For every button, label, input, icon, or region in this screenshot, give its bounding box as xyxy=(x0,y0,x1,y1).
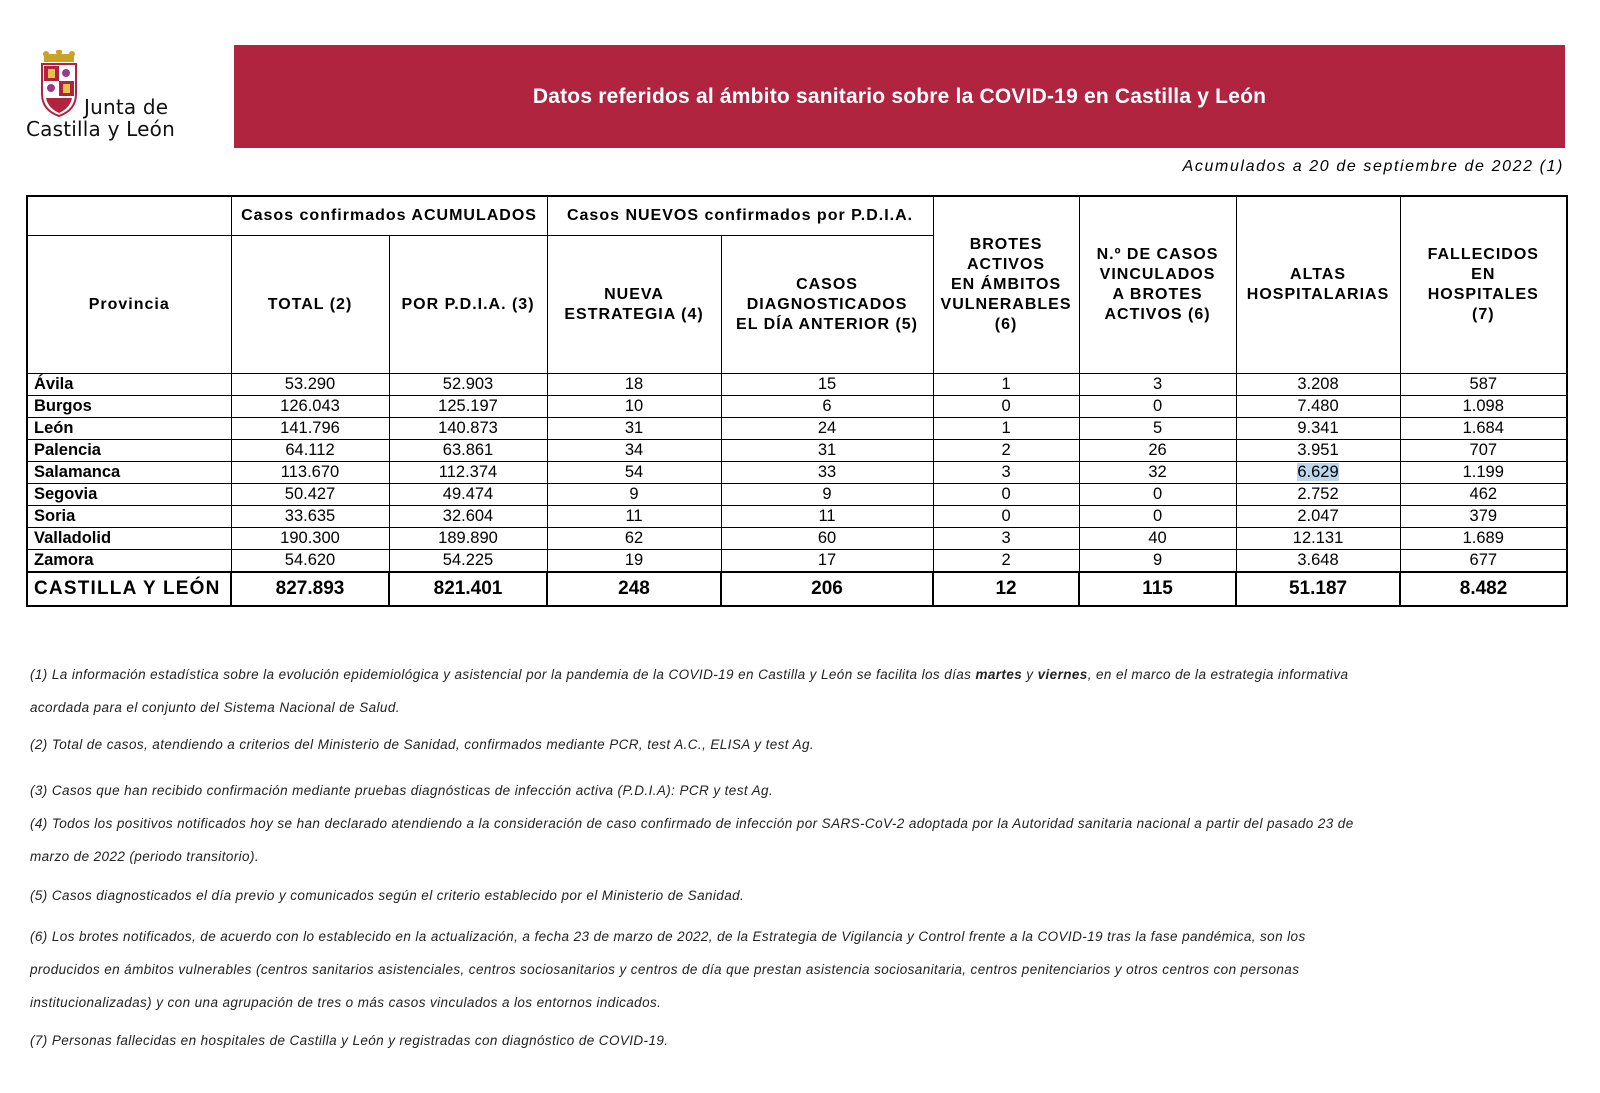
cell-provincia: Valladolid xyxy=(27,528,231,550)
cell-pdia: 54.225 xyxy=(389,550,547,573)
cell-brotes: 0 xyxy=(933,506,1079,528)
cell-fall: 462 xyxy=(1400,484,1567,506)
cell-total: 53.290 xyxy=(231,374,389,396)
cell-fall: 677 xyxy=(1400,550,1567,573)
header-fallecidos-line: HOSPITALES xyxy=(1427,286,1539,303)
footnote-6-cont: institucionalizadas) y con una agrupación de tres o más casos vinculados a los entornos indicados. xyxy=(30,995,662,1010)
footnote-text: (1) La información estadística sobre la evolución epidemiológica y asistencial por la pandemia de la COVID-19 en Castilla y León se facilita los días xyxy=(30,667,976,682)
cell-altas: 7.480 xyxy=(1236,396,1400,418)
header-diag-line: EL DÍA ANTERIOR (5) xyxy=(736,315,918,333)
cell-altas: 3.951 xyxy=(1236,440,1400,462)
cell-altas: 3.648 xyxy=(1236,550,1400,573)
cell-nueva: 54 xyxy=(547,462,721,484)
header-diag-line: CASOS xyxy=(796,275,858,293)
header-vinculados xyxy=(1079,196,1236,374)
cell-nueva: 34 xyxy=(547,440,721,462)
cell-diag: 33 xyxy=(721,462,933,484)
header-altas-line: HOSPITALARIAS xyxy=(1246,286,1390,303)
header-brotes xyxy=(933,196,1079,374)
selected-text[interactable]: 6.629 xyxy=(1297,463,1339,481)
cell-nueva: 248 xyxy=(547,572,721,606)
cell-brotes: 0 xyxy=(933,396,1079,418)
cell-diag: 11 xyxy=(721,506,933,528)
footnote-bold: viernes xyxy=(1037,667,1088,682)
cell-nueva: 11 xyxy=(547,506,721,528)
footnote-1-cont: acordada para el conjunto del Sistema Nacional de Salud. xyxy=(30,700,400,715)
cell-diag: 15 xyxy=(721,374,933,396)
cell-brotes: 12 xyxy=(933,572,1079,606)
cell-total: 827.893 xyxy=(231,572,389,606)
cell-altas: 3.208 xyxy=(1236,374,1400,396)
header-brotes-line: VULNERABLES xyxy=(940,296,1072,313)
header-nueva-line: ESTRATEGIA (4) xyxy=(564,305,704,323)
cell-altas xyxy=(1236,462,1400,484)
cell-total: 126.043 xyxy=(231,396,389,418)
cell-provincia: Palencia xyxy=(27,440,231,462)
cell-nueva: 9 xyxy=(547,484,721,506)
logo-line-1: Junta de xyxy=(84,95,169,119)
cell-brotes: 2 xyxy=(933,550,1079,573)
cell-total: 190.300 xyxy=(231,528,389,550)
footnote-7: (7) Personas fallecidas en hospitales de Castilla y León y registradas con diagnóstico de COVID-19. xyxy=(30,1033,669,1048)
table-row xyxy=(27,550,1567,573)
cell-provincia: Zamora xyxy=(27,550,231,573)
cell-diag: 9 xyxy=(721,484,933,506)
date-line: Acumulados a 20 de septiembre de 2022 (1) xyxy=(1182,158,1564,175)
cell-diag: 17 xyxy=(721,550,933,573)
page-title: Datos referidos al ámbito sanitario sobre la COVID-19 en Castilla y León xyxy=(532,84,1267,108)
cell-pdia: 821.401 xyxy=(389,572,547,606)
cell-total: 64.112 xyxy=(231,440,389,462)
cell-total: 50.427 xyxy=(231,484,389,506)
header-diag-line: DIAGNOSTICADOS xyxy=(746,295,908,313)
cell-provincia: Soria xyxy=(27,506,231,528)
covid-data-table xyxy=(26,195,1568,607)
footnote-3: (3) Casos que han recibido confirmación mediante pruebas diagnósticas de infección activa (P.D.I.A): PCR y test Ag. xyxy=(30,783,774,798)
footnote-text: , en el marco de la estrategia informativa xyxy=(1087,667,1349,682)
cell-nueva: 10 xyxy=(547,396,721,418)
table-row xyxy=(27,528,1567,550)
table-row xyxy=(27,440,1567,462)
cell-vinc: 9 xyxy=(1079,550,1236,573)
header-brotes-line: (6) xyxy=(994,316,1018,333)
header-casos-diagnosticados xyxy=(721,236,933,374)
cell-provincia: Ávila xyxy=(27,374,231,396)
cell-pdia: 32.604 xyxy=(389,506,547,528)
cell-brotes: 0 xyxy=(933,484,1079,506)
footnote-4-cont: marzo de 2022 (periodo transitorio). xyxy=(30,849,260,864)
cell-vinc: 115 xyxy=(1079,572,1236,606)
header-group-nuevos: Casos NUEVOS confirmados por P.D.I.A. xyxy=(547,196,933,236)
cell-provincia: CASTILLA Y LEÓN xyxy=(27,572,231,606)
cell-brotes: 1 xyxy=(933,418,1079,440)
cell-provincia: Burgos xyxy=(27,396,231,418)
cell-total: 33.635 xyxy=(231,506,389,528)
cell-brotes: 3 xyxy=(933,462,1079,484)
header-fallecidos-line: FALLECIDOS xyxy=(1427,246,1539,263)
cell-vinc: 0 xyxy=(1079,506,1236,528)
cell-brotes: 3 xyxy=(933,528,1079,550)
cell-pdia: 125.197 xyxy=(389,396,547,418)
cell-altas: 2.047 xyxy=(1236,506,1400,528)
cell-total: 54.620 xyxy=(231,550,389,573)
cell-fall: 587 xyxy=(1400,374,1567,396)
header-total: TOTAL (2) xyxy=(231,236,389,374)
footnote-1 xyxy=(30,658,1540,691)
cell-altas: 51.187 xyxy=(1236,572,1400,606)
table-row xyxy=(27,484,1567,506)
cell-pdia: 189.890 xyxy=(389,528,547,550)
cell-brotes: 2 xyxy=(933,440,1079,462)
header-nueva-line: NUEVA xyxy=(604,285,664,303)
footnote-2: (2) Total de casos, atendiendo a criterios del Ministerio de Sanidad, confirmados mediante PCR, test A.C., ELISA y test Ag. xyxy=(30,737,815,752)
header-brotes-line: BROTES xyxy=(969,236,1043,253)
header-brotes-line: EN ÁMBITOS xyxy=(950,276,1062,293)
cell-altas: 12.131 xyxy=(1236,528,1400,550)
header-fallecidos-line: (7) xyxy=(1472,306,1495,323)
cell-brotes: 1 xyxy=(933,374,1079,396)
header-brotes-line: ACTIVOS xyxy=(966,256,1046,273)
header-blank xyxy=(27,196,231,236)
cell-fall: 379 xyxy=(1400,506,1567,528)
cell-fall: 1.199 xyxy=(1400,462,1567,484)
cell-vinc: 0 xyxy=(1079,396,1236,418)
cell-total: 113.670 xyxy=(231,462,389,484)
cell-pdia: 63.861 xyxy=(389,440,547,462)
header-por-pdia: POR P.D.I.A. (3) xyxy=(389,236,547,374)
header-nueva-estrategia xyxy=(547,236,721,374)
header-vinculados-line: ACTIVOS (6) xyxy=(1104,306,1211,323)
table-row xyxy=(27,396,1567,418)
table-row xyxy=(27,374,1567,396)
table-row xyxy=(27,462,1567,484)
cell-vinc: 40 xyxy=(1079,528,1236,550)
table-row xyxy=(27,506,1567,528)
table-row xyxy=(27,418,1567,440)
cell-nueva: 31 xyxy=(547,418,721,440)
cell-nueva: 19 xyxy=(547,550,721,573)
cell-provincia: Segovia xyxy=(27,484,231,506)
cell-fall: 1.689 xyxy=(1400,528,1567,550)
footnote-4: (4) Todos los positivos notificados hoy se han declarado atendiendo a la consideración de caso confirmado de infección por SARS-CoV-2 adoptada por la Autoridad sanitaria nacional a partir del pasado 23 de xyxy=(30,816,1354,831)
cell-pdia: 49.474 xyxy=(389,484,547,506)
cell-fall: 1.098 xyxy=(1400,396,1567,418)
totals-row xyxy=(27,572,1567,606)
cell-diag: 24 xyxy=(721,418,933,440)
header-fallecidos xyxy=(1400,196,1567,374)
cell-nueva: 18 xyxy=(547,374,721,396)
cell-nueva: 62 xyxy=(547,528,721,550)
cell-vinc: 3 xyxy=(1079,374,1236,396)
cell-altas: 9.341 xyxy=(1236,418,1400,440)
header-altas xyxy=(1236,196,1400,374)
footnote-6-cont: producidos en ámbitos vulnerables (centros sanitarios asistenciales, centros sociosanitarios y centros de día que prestan asistencia sociosanitaria, centros penitenciarios y otros centros con personas xyxy=(30,962,1300,977)
cell-pdia: 112.374 xyxy=(389,462,547,484)
footnote-6: (6) Los brotes notificados, de acuerdo con lo establecido en la actualización, a fecha 23 de marzo de 2022, de la Estrategia de Vigilancia y Control frente a la COVID-19 tras la fase pandémica, son los xyxy=(30,929,1306,944)
cell-diag: 206 xyxy=(721,572,933,606)
header-vinculados-line: VINCULADOS xyxy=(1099,266,1216,283)
cell-provincia: Salamanca xyxy=(27,462,231,484)
cell-diag: 31 xyxy=(721,440,933,462)
footnote-text: y xyxy=(1022,667,1038,682)
header-provincia: Provincia xyxy=(27,236,231,374)
cell-vinc: 32 xyxy=(1079,462,1236,484)
header-vinculados-line: A BROTES xyxy=(1112,286,1203,303)
logo-line-2: Castilla y León xyxy=(26,117,175,141)
cell-pdia: 140.873 xyxy=(389,418,547,440)
header-vinculados-line: N.º DE CASOS xyxy=(1096,246,1219,263)
cell-total: 141.796 xyxy=(231,418,389,440)
cell-fall: 8.482 xyxy=(1400,572,1567,606)
cell-fall: 707 xyxy=(1400,440,1567,462)
cell-vinc: 0 xyxy=(1079,484,1236,506)
cell-fall: 1.684 xyxy=(1400,418,1567,440)
footnote-bold: martes xyxy=(975,667,1023,682)
cell-vinc: 5 xyxy=(1079,418,1236,440)
header-altas-line: ALTAS xyxy=(1290,266,1346,283)
cell-diag: 60 xyxy=(721,528,933,550)
cell-altas: 2.752 xyxy=(1236,484,1400,506)
cell-provincia: León xyxy=(27,418,231,440)
title-banner xyxy=(234,45,1565,148)
header-group-acumulados: Casos confirmados ACUMULADOS xyxy=(231,196,547,236)
footnote-5: (5) Casos diagnosticados el día previo y comunicados según el criterio establecido por el Ministerio de Sanidad. xyxy=(30,888,745,903)
junta-logo xyxy=(26,50,226,150)
header-fallecidos-line: EN xyxy=(1471,266,1496,283)
cell-diag: 6 xyxy=(721,396,933,418)
footnotes xyxy=(30,658,1540,1057)
cell-vinc: 26 xyxy=(1079,440,1236,462)
cell-pdia: 52.903 xyxy=(389,374,547,396)
